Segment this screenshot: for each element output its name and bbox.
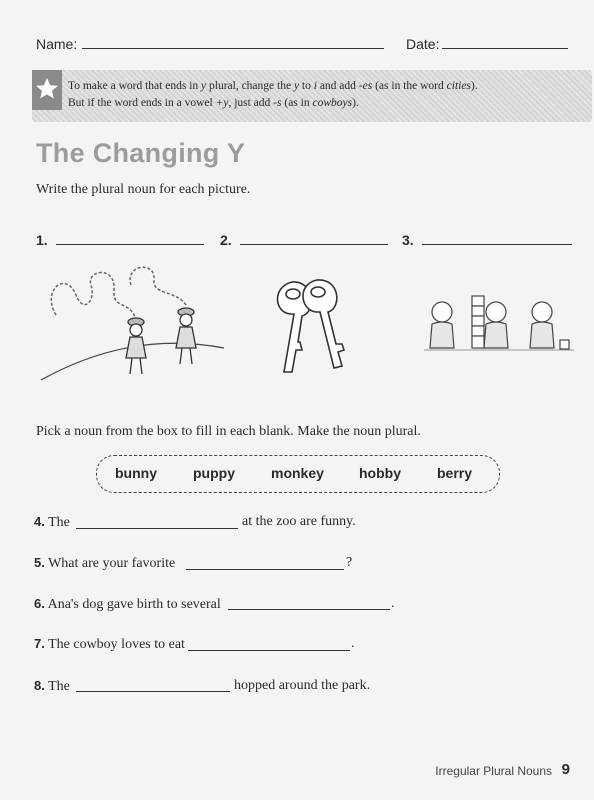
sentence-7-blank[interactable] xyxy=(188,650,350,651)
sentence-6-end: . xyxy=(391,596,395,611)
cowboys-lasso-illustration xyxy=(36,260,226,382)
sentence-4-blank[interactable] xyxy=(76,528,238,529)
sentence-8-end: hopped around the park. xyxy=(234,678,371,693)
word-hobby: hobby xyxy=(359,465,401,481)
item-1-answer-line[interactable] xyxy=(56,244,204,245)
keys-illustration xyxy=(262,272,372,382)
word-berry: berry xyxy=(437,465,473,481)
sentence-8-blank[interactable] xyxy=(76,691,230,692)
instruction-1: Write the plural noun for each picture. xyxy=(36,182,251,197)
item-2-answer-line[interactable] xyxy=(240,244,388,245)
sentence-5-end: ? xyxy=(346,555,353,570)
tip-text xyxy=(68,78,578,112)
sentence-6: 6. Ana's dog gave birth to several xyxy=(34,596,221,612)
date-field[interactable] xyxy=(442,48,568,49)
page-title: The Changing Y xyxy=(36,138,246,168)
word-box xyxy=(96,455,500,493)
sentence-8: 8. The xyxy=(34,678,70,694)
star-tab xyxy=(32,70,62,110)
sentence-5: 5. What are your favorite xyxy=(34,555,176,571)
item-3-answer-line[interactable] xyxy=(422,244,572,245)
star-icon xyxy=(32,70,62,110)
word-monkey: monkey xyxy=(271,465,324,481)
item-3-number: 3. xyxy=(402,232,414,248)
page-number: 9 xyxy=(561,761,570,778)
word-puppy: puppy xyxy=(193,465,235,481)
sentence-5-blank[interactable] xyxy=(186,569,344,570)
item-2-number: 2. xyxy=(220,232,232,248)
sentence-4-end: at the zoo are funny. xyxy=(242,514,356,529)
instruction-2: Pick a noun from the box to fill in each blank. Make the noun plural. xyxy=(36,424,421,439)
sentence-7-end: . xyxy=(351,636,355,651)
date-label: Date: xyxy=(406,36,440,52)
babies-blocks-illustration xyxy=(424,290,574,362)
name-label: Name: xyxy=(36,36,78,52)
word-bunny: bunny xyxy=(115,465,157,481)
footer-section-label: Irregular Plural Nouns xyxy=(435,764,552,778)
item-1-number: 1. xyxy=(36,232,48,248)
tip-line-1: To make a word that ends in y plural, change the y to i and add -es (as in the word cities). xyxy=(68,80,478,92)
sentence-7: 7. The cowboy loves to eat xyxy=(34,636,185,652)
sentence-6-blank[interactable] xyxy=(228,609,390,610)
sentence-4: 4. The xyxy=(34,514,70,530)
tip-line-2: But if the word ends in a vowel +y, just add -s (as in cowboys). xyxy=(68,97,359,109)
name-field[interactable] xyxy=(82,48,384,49)
